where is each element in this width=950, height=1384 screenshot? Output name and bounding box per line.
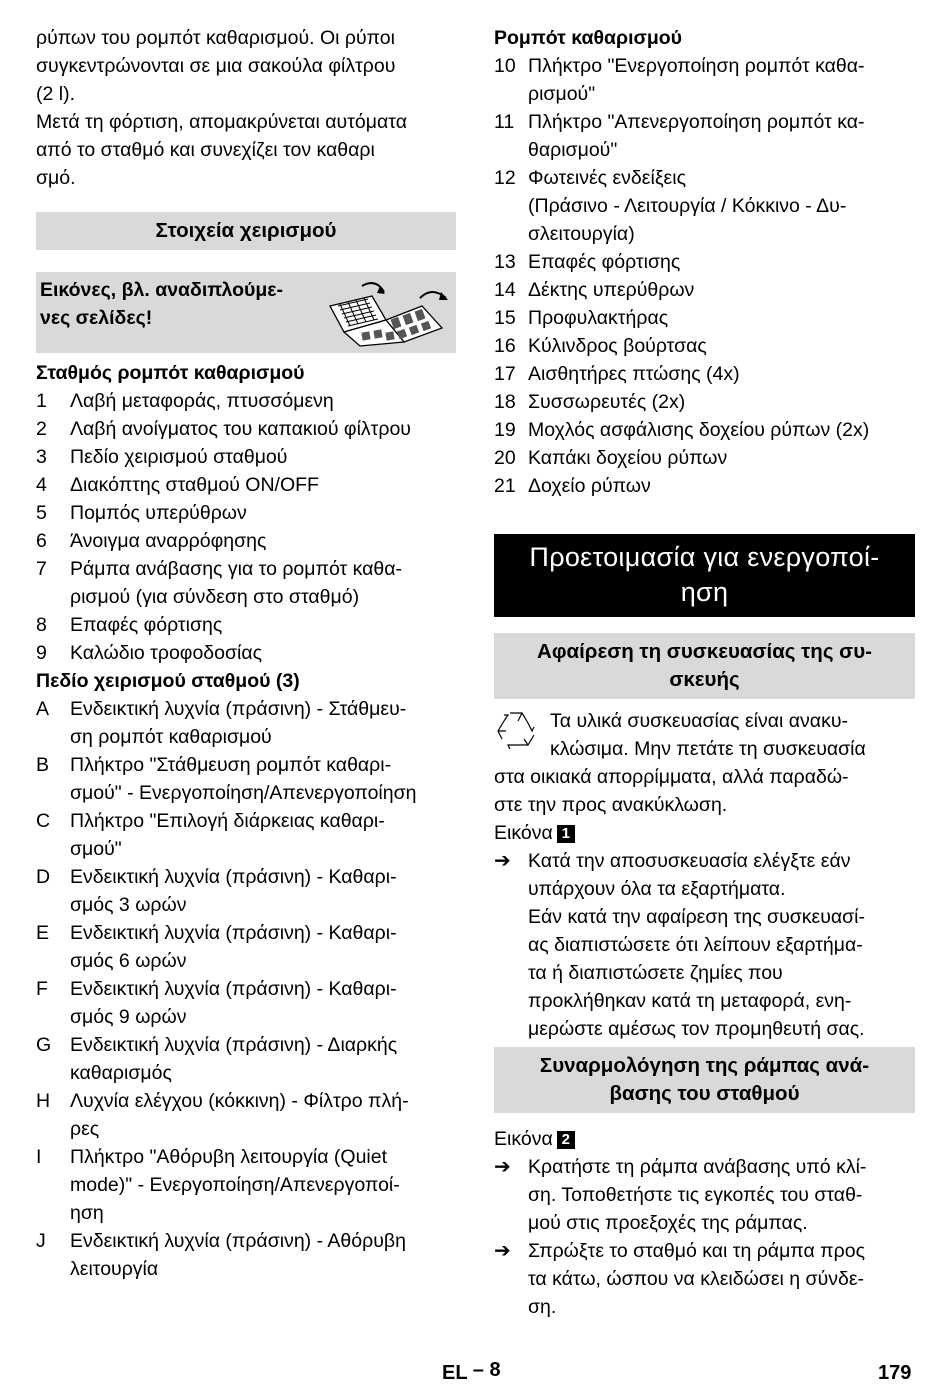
list-item [36,807,456,863]
list-item [36,499,456,527]
text-line: προκλήθηκαν κατά τη μεταφορά, ενη- [528,990,852,1012]
item-number: 12 [494,167,516,189]
text-line: Τα υλικά συσκευασίας είναι ανακυ- [550,710,848,732]
text-line: Σπρώξτε το σταθμό και τη ράμπα προς [528,1240,865,1262]
arrow-right-icon: ➔ [494,1240,511,1262]
list-item [494,52,915,108]
text-line: ρες [70,1118,100,1140]
item-number: 2 [36,418,47,440]
text-line: Συσσωρευτές (2x) [528,391,686,413]
item-text [528,360,915,388]
step-text [528,1237,915,1321]
item-text [70,1143,456,1227]
item-text [70,415,456,443]
arrow-right-icon: ➔ [494,850,511,872]
text-line: σλειτουργία) [528,223,635,245]
item-number: J [36,1230,46,1252]
text-line: Φωτεινές ενδείξεις [528,167,686,189]
item-number: 9 [36,642,47,664]
item-number: 5 [36,502,47,524]
list-item [494,164,915,192]
list-item [36,555,456,611]
item-text [528,332,915,360]
text-line: Ενδεικτική λυχνία (πράσινη) - Καθαρι- [70,922,397,944]
text-line: Αισθητήρες πτώσης (4x) [528,363,740,385]
text-line: Αφαίρεση τη συσκευασίας της συ- [537,640,872,663]
item-text [70,387,456,415]
text-line: μού στις προεξοχές της ράμπας. [528,1212,808,1234]
text-line: κλώσιμα. Μην πετάτε τη συσκευασία [550,738,866,760]
list-item [36,751,456,807]
text-line: Διακόπτης σταθμού ON/OFF [70,474,319,496]
step-text [528,903,915,1043]
item-number: A [36,698,50,720]
text-line: Κύλινδρος βούρτσας [528,335,707,357]
text-line: Προετοιμασία για ενεργοποί- [529,542,880,572]
intro-paragraph [36,24,456,192]
item-number: 19 [494,419,516,441]
item-number: 6 [36,530,47,552]
text-line: Κατά την αποσυσκευασία ελέγξτε εάν [528,850,851,872]
text-line: Ενδεικτική λυχνία (πράσινη) - Στάθμευ- [70,698,407,720]
list-item [36,919,456,975]
text-line: από το σταθμό και συνεχίζει τον καθαρι [36,139,375,161]
text-line: Δοχείο ρύπων [528,475,651,497]
text-line: Μετά τη φόρτιση, απομακρύνεται αυτόματα [36,111,407,133]
list-item [494,304,915,332]
list-item [36,527,456,555]
list-item [36,975,456,1031]
list-item [494,360,915,388]
text-line: συγκεντρώνονται σε μια σακούλα φίλτρου [36,55,396,77]
text-line: σμό. [36,167,76,189]
text-line: σμού" [70,838,122,860]
figure-number-2: 2 [557,1131,575,1149]
text-line: βασης του σταθμού [609,1082,800,1105]
item-number: 1 [36,390,47,412]
list-item [494,276,915,304]
text-line: ρύπων του ρομπότ καθαρισμού. Οι ρύποι [36,27,395,49]
footer-language-page: EL – 8 [442,1359,501,1384]
item-text [70,807,456,863]
list-item [494,248,915,276]
text-line: Πλήκτρο "Ενεργοποίηση ρομπότ καθα- [528,55,865,77]
figure-number-1: 1 [557,825,575,843]
station-parts-list [36,387,456,667]
item-text [70,611,456,639]
figure-ref-2: Εικόνα 2 [494,1125,915,1153]
text-line: μερώστε αμέσως τον προμηθευτή σας. [528,1018,865,1040]
ramp-steps [494,1153,915,1321]
text-line: Καπάκι δοχείου ρύπων [528,447,728,469]
text-line: λειτουργία [70,1258,159,1280]
text-line: Προφυλακτήρας [528,307,669,329]
item-number: 20 [494,447,516,469]
text-line: ρισμού (για σύνδεση στο σταθμό) [70,586,360,608]
text-line: ρισμού" [528,83,596,105]
item-text [528,472,915,500]
text-line: Άνοιγμα αναρρόφησης [70,530,267,552]
list-item [494,108,915,164]
arrow-right-icon [494,903,528,1043]
text-line: Κρατήστε τη ράμπα ανάβασης υπό κλί- [528,1156,867,1178]
item-number: 13 [494,251,516,273]
text-line: στα οικιακά απορρίμματα, αλλά παραδώ- [494,766,849,788]
text-line: (Πράσινο - Λειτουργία / Κόκκινο - Δυ- [528,195,847,217]
panel-parts-list [36,695,456,1283]
item-number: G [36,1034,52,1056]
item-text [528,304,915,332]
note-text [40,276,330,332]
note-box [36,272,456,353]
text-line: Εικόνες, βλ. αναδιπλούμε- [40,279,284,301]
section-heading-ramp-assembly [494,1047,915,1113]
item-text [528,388,915,416]
text-line: ηση [680,577,729,607]
text-line: Ενδεικτική λυχνία (πράσινη) - Καθαρι- [70,866,397,888]
item-number: C [36,810,51,832]
footer-page-number: 179 [878,1362,912,1384]
text-line: νες σελίδες! [40,307,153,329]
item-text [70,919,456,975]
list-item [36,471,456,499]
item-number: 4 [36,474,47,496]
text-line: Επαφές φόρτισης [528,251,681,273]
text-line: Λυχνία ελέγχου (κόκκινη) - Φίλτρο πλή- [70,1090,409,1112]
item-number: 3 [36,446,47,468]
item-text [528,276,915,304]
item-text [528,444,915,472]
text-line: ηση [70,1202,104,1224]
panel-heading: Πεδίο χειρισμού σταθμού (3) [36,670,300,692]
item-text [528,164,915,192]
station-heading: Σταθμός ρομπότ καθαρισμού [36,362,305,384]
step-text [528,847,915,903]
text-line: Εάν κατά την αφαίρεση της συσκευασί- [528,906,866,928]
recycling-icon [494,709,540,749]
item-text [70,555,456,611]
list-item [494,332,915,360]
list-item [36,1143,456,1227]
text-line: Επαφές φόρτισης [70,614,223,636]
text-line: (2 l). [36,83,75,105]
list-item [36,639,456,667]
item-number: 14 [494,279,516,301]
text-line: ας διαπιστώσετε ότι λείπουν εξαρτήμα- [528,934,863,956]
text-line: Λαβή μεταφοράς, πτυσσόμενη [70,390,334,412]
item-number: H [36,1090,51,1112]
text-line: σμός 9 ωρών [70,1006,187,1028]
text-line: καθαρισμός [70,1062,172,1084]
item-number [494,192,528,248]
robot-heading: Ρομπότ καθαρισμού [494,27,683,49]
item-text [70,471,456,499]
item-text [70,527,456,555]
item-number: 15 [494,307,516,329]
list-item [36,387,456,415]
text-line: Καλώδιο τροφοδοσίας [70,642,263,664]
instruction-step [494,1153,915,1237]
foldout-pages-icon [322,276,454,348]
text-line: Πομπός υπερύθρων [70,502,247,524]
list-item [36,415,456,443]
item-number: 17 [494,363,516,385]
item-number: F [36,978,48,1000]
robot-parts-list [494,52,915,500]
item-number: 8 [36,614,47,636]
list-item [36,1031,456,1087]
list-item [494,388,915,416]
text-line: στε την προς ανακύκλωση. [494,794,728,816]
list-item [494,444,915,472]
instruction-step [494,903,915,1043]
item-text [70,975,456,1031]
text-line: σκευής [669,668,740,691]
list-item [36,1227,456,1283]
text-line: Πλήκτρο "Επιλογή διάρκειας καθαρι- [70,810,385,832]
item-number: I [36,1146,42,1168]
item-number: 16 [494,335,516,357]
item-text [70,499,456,527]
item-text [70,751,456,807]
figure-ref-1: Εικόνα 1 [494,819,915,847]
item-number: 18 [494,391,516,413]
text-line: τα ή διαπιστώσετε ζημίες που [528,962,783,984]
text-line: Συναρμολόγηση της ράμπας ανά- [539,1054,870,1077]
text-line: σμός 6 ωρών [70,950,187,972]
text-line: υπάρχουν όλα τα εξαρτήματα. [528,878,786,900]
item-text [70,1031,456,1087]
item-text [70,695,456,751]
list-item [494,192,915,248]
item-text [528,192,915,248]
item-text [70,443,456,471]
list-item [494,472,915,500]
item-text [70,1227,456,1283]
item-text [528,108,915,164]
instruction-step [494,1237,915,1321]
list-item [36,443,456,471]
text-line: Ενδεικτική λυχνία (πράσινη) - Αθόρυβη [70,1230,406,1252]
instruction-step [494,847,915,903]
section-heading-unpacking [494,633,915,699]
item-text [70,863,456,919]
text-line: Πλήκτρο "Απενεργοποίηση ρομπότ κα- [528,111,865,133]
text-line: Πλήκτρο "Στάθμευση ρομπότ καθαρι- [70,754,392,776]
item-text [70,639,456,667]
item-number: 11 [494,111,515,133]
left-column [36,24,456,1283]
item-text [528,52,915,108]
item-text [528,416,915,444]
text-line: σμού" - Ενεργοποίηση/Απενεργοποίηση [70,782,417,804]
text-line: Πεδίο χειρισμού σταθμού [70,446,288,468]
item-number: E [36,922,50,944]
arrow-right-icon: ➔ [494,1156,511,1178]
item-number: 7 [36,558,47,580]
text-line: Πλήκτρο "Αθόρυβη λειτουργία (Quiet [70,1146,388,1168]
chapter-heading-preparation [494,534,915,617]
item-number: D [36,866,51,888]
item-number: B [36,754,50,776]
text-line: Λαβή ανοίγματος του καπακιού φίλτρου [70,418,411,440]
text-line: Ενδεικτική λυχνία (πράσινη) - Καθαρι- [70,978,397,1000]
text-line: ση ρομπότ καθαρισμού [70,726,272,748]
text-line: ση. Τοποθετήστε τις εγκοπές του σταθ- [528,1184,863,1206]
text-line: ση. [528,1296,557,1318]
list-item [36,1087,456,1143]
recycling-note [494,707,915,819]
text-line: τα κάτω, ώσπου να κλειδώσει η σύνδε- [528,1268,865,1290]
item-text [70,1087,456,1143]
list-item [494,416,915,444]
text-line: Μοχλός ασφάλισης δοχείου ρύπων (2x) [528,419,870,441]
list-item [36,863,456,919]
item-number: 21 [494,475,516,497]
text-line: σμός 3 ωρών [70,894,187,916]
text-line: Ενδεικτική λυχνία (πράσινη) - Διαρκής [70,1034,398,1056]
text-line: Δέκτης υπερύθρων [528,279,695,301]
section-heading-controls: Στοιχεία χειρισμού [36,212,456,250]
recycling-text [494,707,915,819]
item-number: 10 [494,55,516,77]
item-text [528,248,915,276]
text-line: θαρισμού" [528,139,618,161]
unpacking-steps [494,847,915,1043]
list-item [36,611,456,639]
text-line: Ράμπα ανάβασης για το ρομπότ καθα- [70,558,403,580]
list-item [36,695,456,751]
step-text [528,1153,915,1237]
text-line: mode)" - Ενεργοποίηση/Απενεργοποί- [70,1174,400,1196]
right-column [494,24,915,1321]
